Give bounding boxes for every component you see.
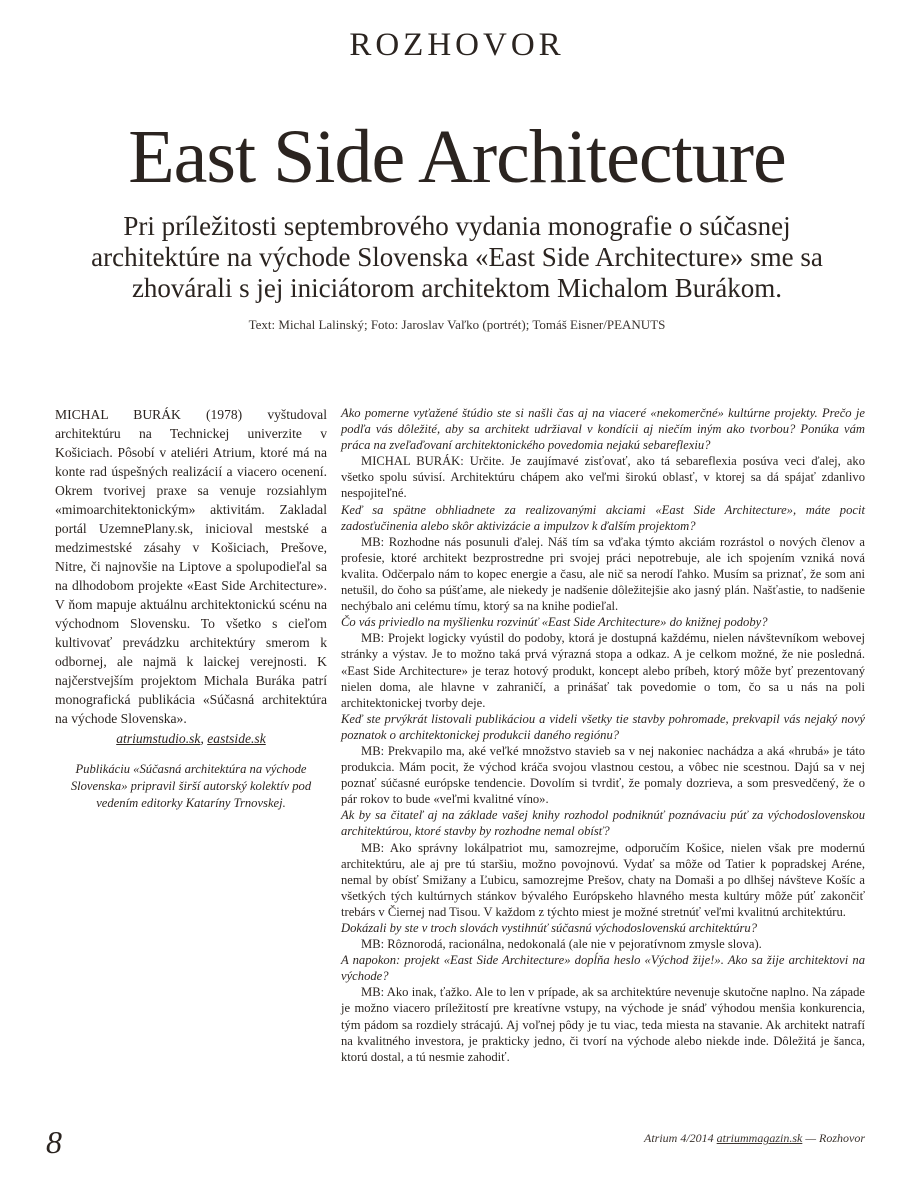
interview-answer: MB: Prekvapilo ma, aké veľké množstvo stavieb sa v nej nakoniec nachádza a aká «hrubá» je táto produkcia. Mám pocit, že východ kráča svojou vlastnou cestou, a vôbec nie scestnou. Dajú sa v nej poznať súčasné európske tendencie. Dovolím si tvrdiť, že pomaly dozrieva, a som presvedčený, že o pár rokov to bude «veľmi kvalitné víno». <box>341 743 865 807</box>
footer-credit <box>644 1131 865 1146</box>
interview-question: Čo vás priviedlo na myšlienku rozvinúť «East Side Architecture» do knižnej podoby? <box>341 615 768 630</box>
interview-question: Dokázali by ste v troch slovách vystihnúť súčasnú východoslovenskú architektúru? <box>341 921 757 935</box>
link-atriummagazin[interactable]: atriummagazin.sk <box>716 1131 803 1145</box>
interview-answer: MB: Ako správny lokálpatriot mu, samozrejme, odporučím Košice, nielen však pre modernú architektúru, ale aj pre tú staršiu, možno povojnovú. Vydať sa môže od Tatier k popradskej Aréne, nemal by obísť Smižany a Ľubicu, samozrejme Prešov, chaty na Domaši a po dlhšej návšteve Košíc a všetkých tých kultúrnych stánkov bývalého Európskeho hlavného mesta kultúry môže púť zakončiť trebárs v Čiernej nad Tisou. V každom z týchto miest je možné stretnúť veľmi kvalitnú architektúru. <box>341 840 865 919</box>
interview-answer: MB: Rozhodne nás posunuli ďalej. Náš tím sa vďaka týmto akciám rozrástol o nových členov a profesie, ktoré architekt bezprostredne pri svojej práci nepotrebuje, ale ich spojením vzniká nová kvalita. Odčerpalo nám to kopec energie a času, ale nič sa nerodí ľahko. Musím sa priznať, že som ani netušil, do čoho sa púšťame, ale niekedy je nadšenie dôležitejšie ako jasný plán. Našťastie, to nadšenie nechýbalo ani celému tímu, ktorý sa na knihe podieľal. <box>341 534 865 614</box>
article-body <box>55 405 865 1065</box>
article-byline: Text: Michal Lalinský; Foto: Jaroslav Vaľko (portrét); Tomáš Eisner/PEANUTS <box>248 317 666 332</box>
interview-answer: MICHAL BURÁK: Určite. Je zaujímavé zisťovať, ako tá sebareflexia posúva veci ďalej, ako všetko spolu súvisí. Architektúru chápem ako veľmi širokú oblasť, v ktorej sa dá spájať zdanlivo nespojiteľné. <box>341 454 865 501</box>
page-number: 8 <box>46 1124 62 1160</box>
interview-question: Keď sa spätne obhliadnete za realizovanými akciami «East Side Architecture», máte pocit zadosťučinenia alebo skôr aktivizácie a impulzov k ďalším projektom? <box>341 502 865 533</box>
interview-question: Ak by sa čitateľ aj na základe vašej knihy rozhodol podniknúť poznávaciu púť za východoslovenskou architektúrou, ktoré stavby by rozhodne nemal obísť? <box>341 808 865 839</box>
bio-column <box>55 405 327 812</box>
article-deck: Pri príležitosti septembrového vydania monografie o súčasnej architektúre na východe Slovenska «East Side Architecture» sme sa zhovárali s jej iniciátorom architektom Michalom Burákom. <box>91 211 823 303</box>
footer-section: — Rozhovor <box>802 1131 865 1145</box>
masthead <box>0 0 914 333</box>
bio-links <box>55 729 327 748</box>
link-atriumstudio[interactable]: atriumstudio.sk <box>116 731 201 746</box>
section-kicker: ROZHOVOR <box>349 27 565 63</box>
interview-answer: MB: Projekt logicky vyústil do podoby, ktorá je dostupná každému, nielen návštevníkom webovej stránky a výstav. Je to možno taká prvá výrazná stopa a odkaz. A je celkom možné, že nie posledná. «East Side Architecture» je teraz hotový produkt, koncept alebo príbeh, ktorý môže byť prezentovaný nielen doma, ale hlavne v zahraničí, a prinášať tak povedomie o tom, čo sa u nás na poli architektonickej tvorby deje. <box>341 631 865 710</box>
links-separator: , <box>200 731 208 746</box>
interview-column <box>341 405 865 1065</box>
interview-answer: MB: Ako inak, ťažko. Ale to len v prípade, ak sa architektúre nevenuje skutočne naplno. Na západe je možno viacero príležitostí pre kreatívne vstupy, na východe je snáď výhodou menšia konkurencia, tým pádom sa rozdiely strácajú. Aj voľnej pôdy je tu viac, teda miesta na stavanie. Ak architekt natrafí na kvalitného investora, je prakticky jedno, či tvorí na východe alebo niekde inde. Dôležitá je šanca, ktorú dostal, a tú nesmie zahodiť. <box>341 985 865 1064</box>
bio-note: Publikáciu «Súčasná architektúra na východe Slovenska» pripravil širší autorský kolektív pod vedením editorky Kataríny Trnovskej. <box>70 762 312 810</box>
footer-issue: Atrium 4/2014 <box>643 1131 717 1145</box>
interview-question: Keď ste prvýkrát listovali publikáciou a videli všetky tie stavby pohromade, prekvapil vás nejaký nový poznatok o architektonickej produkcii daného regiónu? <box>341 711 865 742</box>
article-title: East Side Architecture <box>128 115 786 199</box>
bio-paragraph: MICHAL BURÁK (1978) vyštudoval architektúru na Technickej univerzite v Košiciach. Pôsobí v ateliéri Atrium, ktoré má na konte rad úspešných realizácií a viacero ocenení. Okrem tvorivej praxe sa venuje rozsiahlym «mimoarchitektonickým» aktivitám. Zakladal portál UzemnePlany.sk, inicioval mestské a medzimestské zásahy v Košiciach, Prešove, Nitre, či najnovšie na Liptove a spolupodieľal sa na dlhodobom projekte «East Side Architecture». V ňom mapuje aktuálnu architektonickú scénu na východnom Slovensku. To všetko s cieľom kultivovať prevádzku architektúry smerom k odbornej, ale najmä k laickej verejnosti. K najčerstvejším projektom Michala Buráka patrí monografická publikácia «Súčasná architektúra na východe Slovenska». <box>55 407 327 726</box>
interview-question: A napokon: projekt «East Side Architecture» dopĺňa heslo «Východ žije!». Ako sa žije architektovi na východe? <box>341 953 865 984</box>
interview-question: Ako pomerne vyťažené štúdio ste si našli čas aj na viaceré «nekomerčné» kultúrne projekty. Prečo je podľa vás dôležité, aby sa architekt udržiaval v kondícii aj niečím iným ako tvorbou? Ponúka vám práca na zveľaďovaní architektonického povedomia nejakú sebareflexiu? <box>341 406 865 453</box>
link-eastside[interactable]: eastside.sk <box>207 731 266 746</box>
interview-answer: MB: Rôznorodá, racionálna, nedokonalá (ale nie v pejoratívnom zmysle slova). <box>361 937 762 952</box>
